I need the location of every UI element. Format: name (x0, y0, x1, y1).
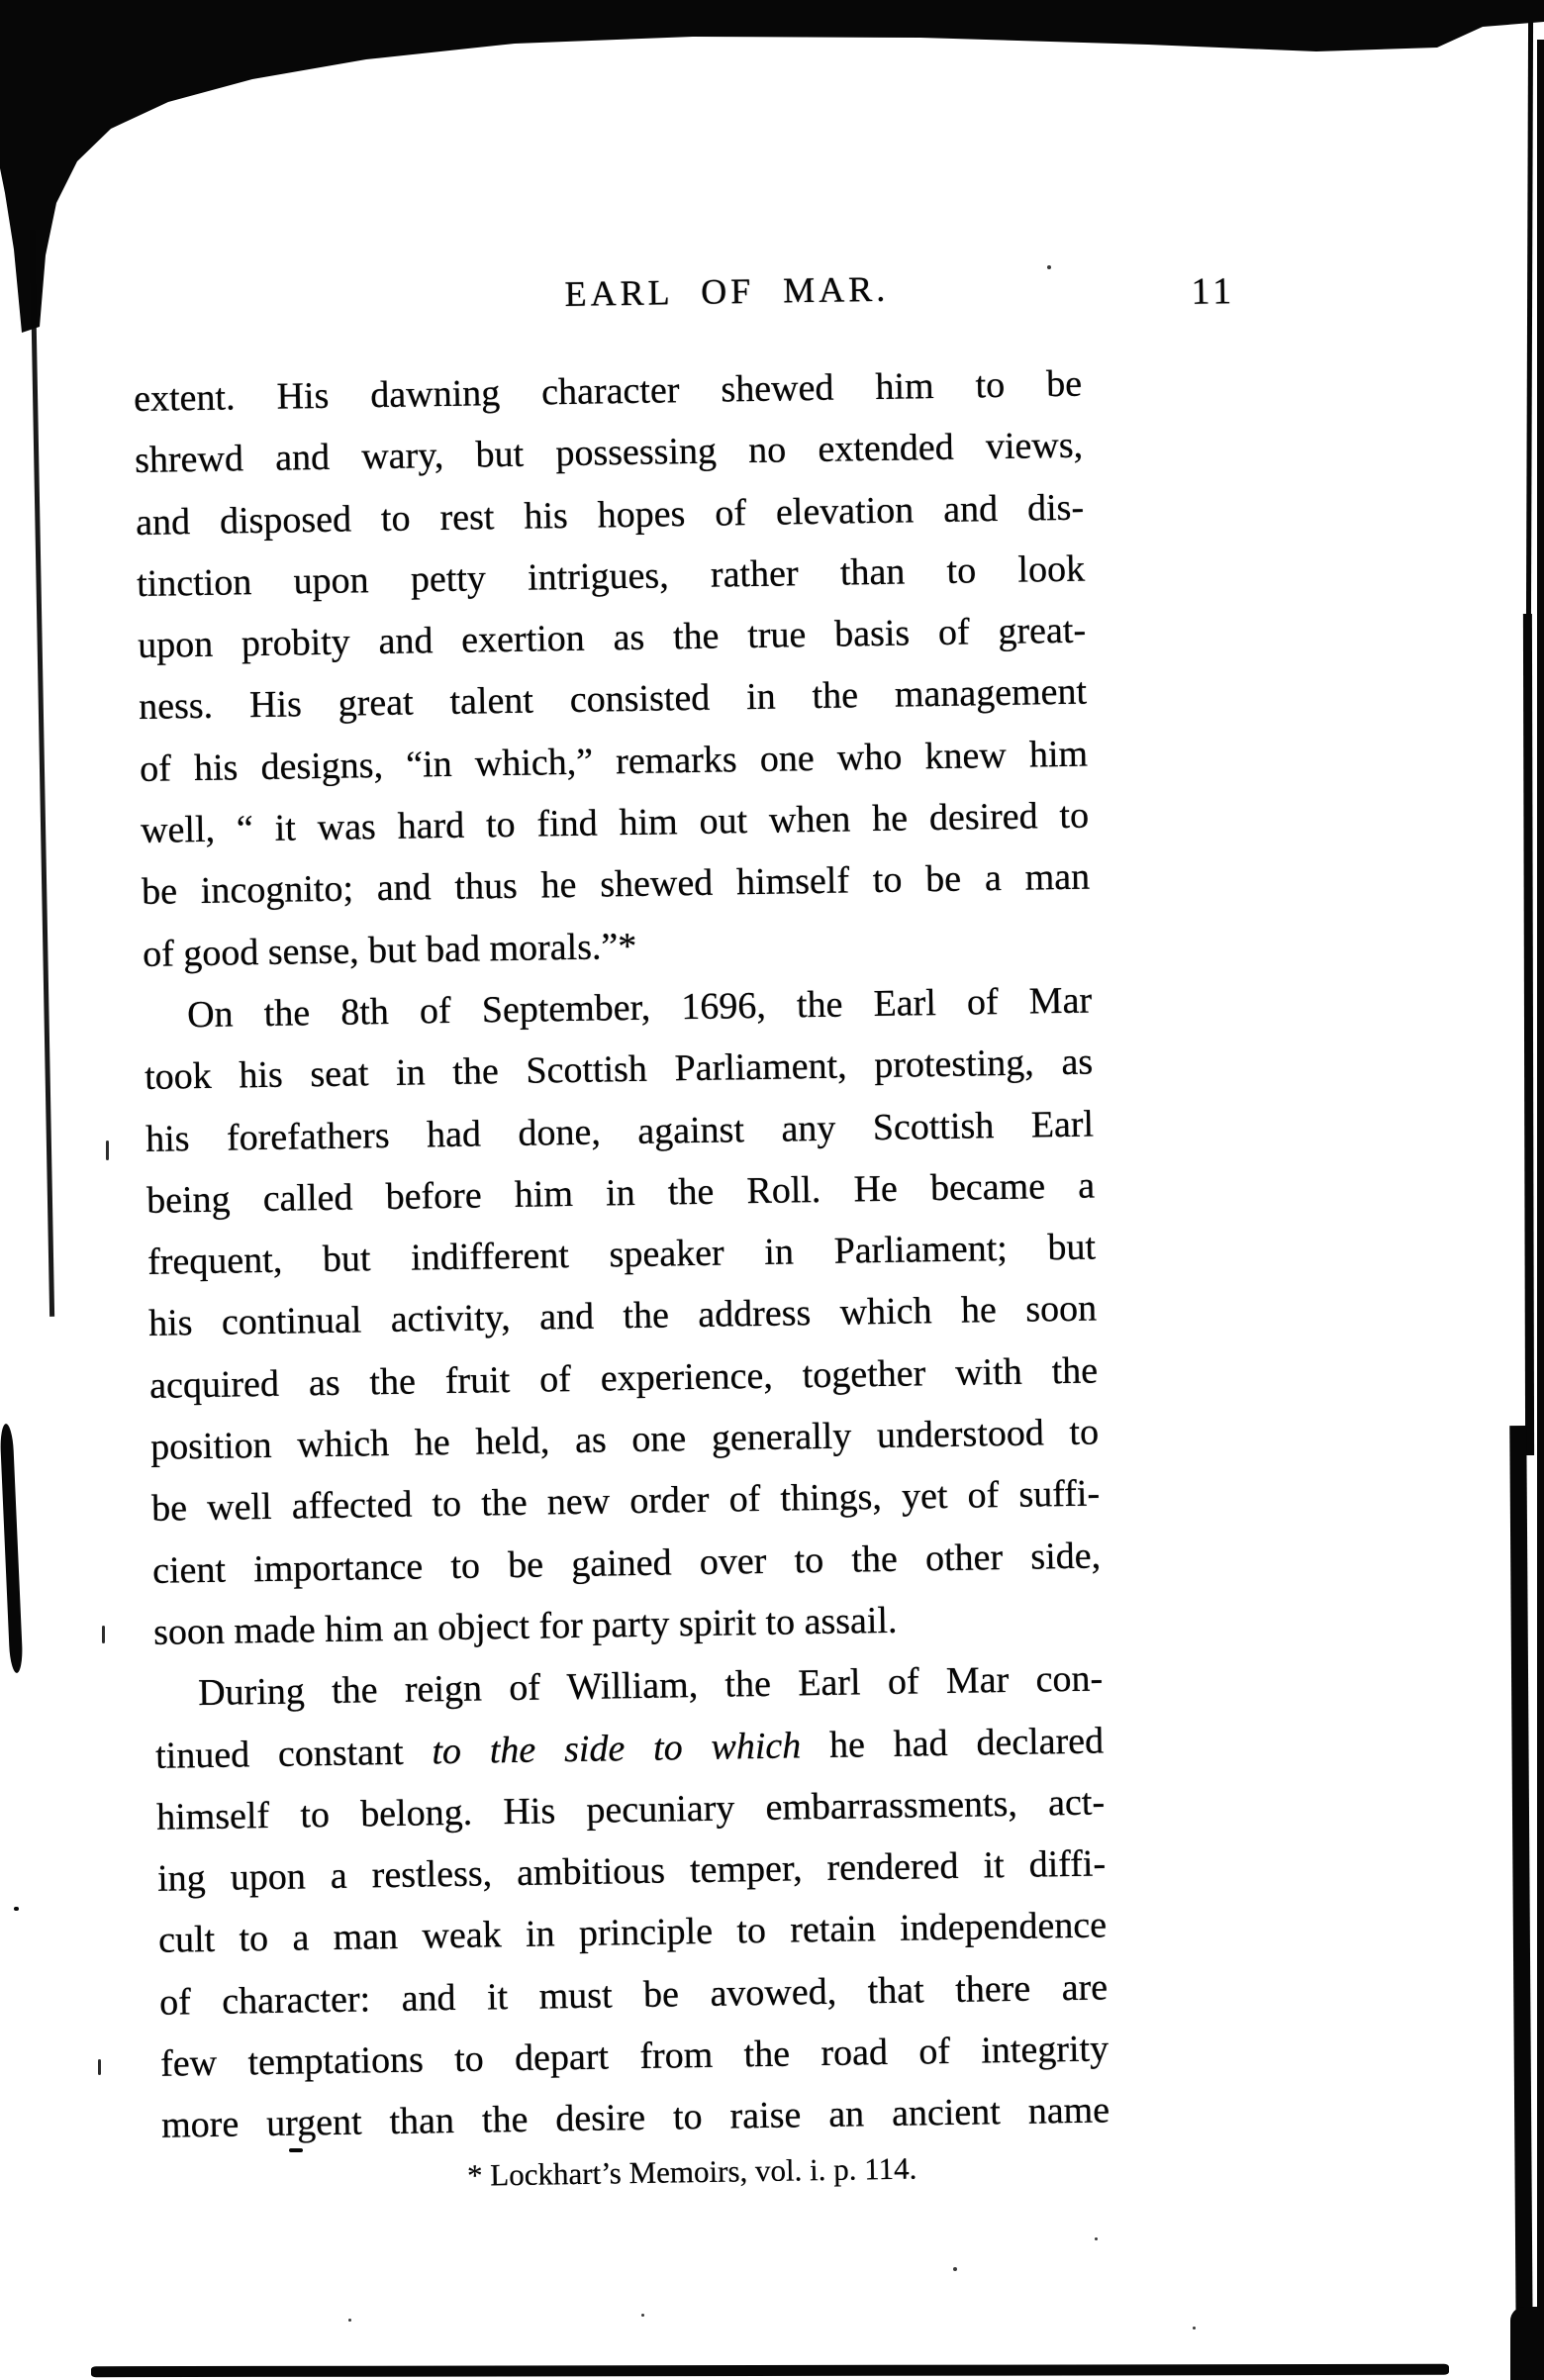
text-line: frequent, but indifferent speaker in Parliament; but (146, 1226, 1097, 1284)
text-line: extent. His dawning character shewed him to be (133, 362, 1083, 420)
text-line: and disposed to rest his hopes of elevation and dis- (135, 486, 1085, 544)
text-line: his forefathers had done, against any Scottish Earl (145, 1103, 1095, 1160)
scan-bottom-edge-shadow (91, 2364, 1449, 2377)
text-line: well, “ it was hard to find him out when he desired to (140, 794, 1090, 852)
running-header-row (132, 250, 1236, 368)
ink-speck (102, 1626, 105, 1643)
body-text (134, 353, 1110, 2157)
text-line: On the 8th of September, 1696, the Earl of Mar (186, 979, 1093, 1037)
ink-speck (98, 2059, 101, 2075)
ink-speck (348, 2319, 351, 2322)
text-line: upon probity and exertion as the true basis of great- (137, 609, 1087, 667)
page-content (132, 250, 1236, 2193)
ink-speck (106, 1140, 109, 1160)
scan-right-binding-shadow (1509, 1426, 1533, 2380)
text-line: shrewd and wary, but possessing no extended views, (134, 424, 1084, 482)
text-line: cient importance to be gained over to the other side, (151, 1535, 1102, 1592)
ink-speck (1095, 2237, 1098, 2240)
text-line: being called before him in the Roll. He became a (145, 1164, 1096, 1222)
ink-speck (953, 2267, 957, 2271)
scan-left-ink-mark (0, 1424, 23, 1673)
italic-phrase: to the side to which (432, 1724, 802, 1772)
scan-right-binding-shadow (1510, 2307, 1544, 2380)
text-line: During the reign of William, the Earl of Mar con- (197, 1657, 1104, 1715)
text-line: his continual activity, and the address which he soon (147, 1287, 1098, 1345)
text-line: position which he held, as one generally understood to (149, 1411, 1100, 1468)
ink-speck (1193, 2327, 1196, 2330)
text-line: of good sense, but bad morals.”* (142, 925, 637, 975)
text-line: more urgent than the desire to raise an ancient name (160, 2089, 1110, 2147)
text-segment: tinued constant (154, 1730, 433, 1777)
text-line: ing upon a restless, ambitious temper, rendered it diffi- (156, 1842, 1107, 1900)
text-line: himself to belong. His pecuniary embarrassments, act- (155, 1781, 1106, 1838)
page-number: 11 (1191, 270, 1236, 313)
text-line: be incognito; and thus he shewed himself to be a man (141, 855, 1091, 914)
ink-speck (641, 2314, 644, 2317)
text-line: few temptations to depart from the road of integrity (159, 2028, 1110, 2085)
text-line: took his seat in the Scottish Parliament, protesting, as (144, 1041, 1094, 1099)
scan-left-crease-line (30, 230, 54, 1317)
scan-right-edge-line (1537, 40, 1544, 2380)
text-line: of character: and it must be avowed, that there are (158, 1966, 1109, 2024)
running-header: EARL OF MAR. (564, 268, 890, 314)
scan-right-edge-line (1523, 614, 1534, 1455)
scan-right-edge-line (1526, 20, 1533, 624)
text-segment: he had declared (800, 1719, 1105, 1766)
text-line: ness. His great talent consisted in the management (138, 671, 1088, 729)
footnote: * Lockhart’s Memoirs, vol. i. p. 114. (466, 2150, 917, 2193)
text-line: cult to a man weak in principle to retain independence (157, 1904, 1108, 1962)
text-line: of his designs, “in which,” remarks one who knew him (139, 733, 1089, 790)
ink-speck (14, 1907, 19, 1911)
text-line: tinction upon petty intrigues, rather than to look (136, 547, 1086, 605)
text-line: be well affected to the new order of things, yet of suffi- (150, 1472, 1101, 1531)
text-line: soon made him an object for party spirit to assail. (152, 1599, 898, 1653)
text-line: acquired as the fruit of experience, together with the (148, 1349, 1099, 1407)
